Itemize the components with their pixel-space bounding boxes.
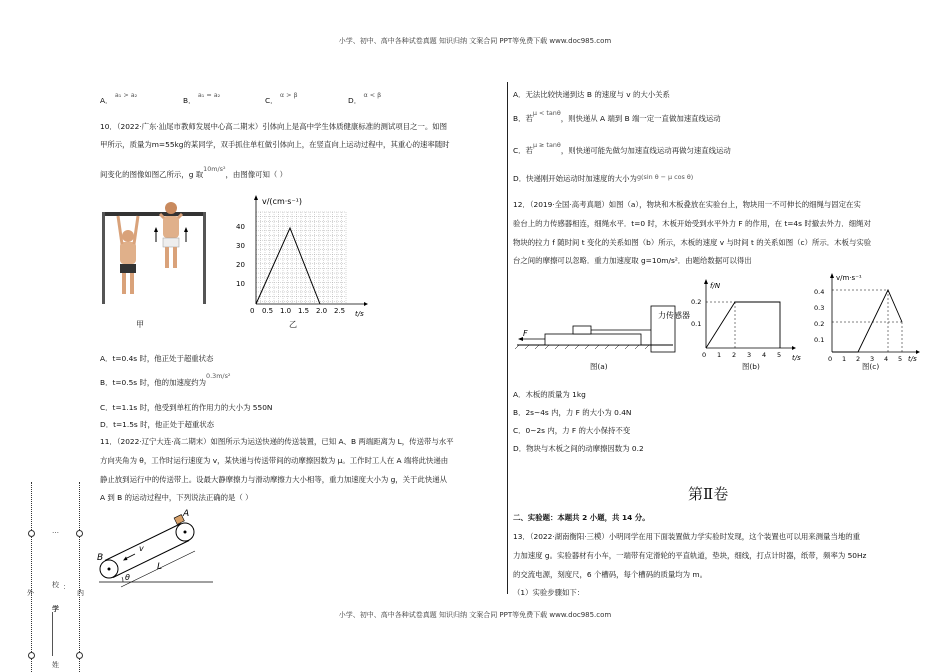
q12-option-d: D．物块与木板之间的动摩擦因数为 0.2: [513, 444, 644, 453]
part2-title: 第Ⅱ卷: [688, 485, 729, 503]
binding-label-outer: 外: [27, 589, 34, 597]
q11-line4: A 到 B 的运动过程中，下列说法正确的是（ ）: [100, 493, 253, 502]
binding-dotted-line-outer: [31, 482, 32, 672]
ft-curve: [706, 302, 780, 348]
q9-formula-b: a₁ = a₂: [197, 91, 221, 99]
caption-a: 图(a): [590, 362, 608, 371]
q11-line1: 11．（2022·辽宁大连·高二期末）如图所示为运送快递的传送装置，已知 A、B 两端距离为 L，传送带与水平: [100, 437, 454, 446]
vtc-ytick: 0.2: [814, 320, 825, 328]
force-sensor-label: 力传感器: [658, 311, 690, 320]
q12-line3: 物块的拉力 f 随时间 t 变化的关系如图（b）所示，木板的速度 v 与时间 t 的关系如图（c）所示．木板与实验: [513, 238, 872, 247]
ft-graph-b: [686, 276, 804, 362]
vtc-ytick: 0.1: [814, 336, 825, 344]
ft-xtick: 2: [732, 351, 737, 359]
q11-optc-formula: μ ≥ tanθ: [532, 141, 561, 149]
q9-option-d: D． α < β: [348, 91, 382, 105]
q11-option-b: B．若μ < tanθ，则快递从 A 端到 B 端一定一直做加速直线运动: [513, 109, 721, 123]
person-pulled-up: [160, 202, 182, 268]
vt-curve: [256, 228, 320, 304]
vtc-xtick: 3: [870, 355, 875, 363]
vtc-ytick: 0.3: [814, 304, 825, 312]
q11-option-c: C．若μ ≥ tanθ，则快递可能先做匀加速直线运动再做匀速直线运动: [513, 141, 731, 155]
q9-formula-d: α < β: [363, 91, 382, 99]
vt-xtick: 2.5: [334, 307, 346, 315]
binding-circle: [28, 530, 35, 537]
q9-formula-c: α > β: [279, 91, 298, 99]
q9-option-b: B． a₁ = a₂: [183, 91, 221, 105]
vt-xtick: 1.0: [280, 307, 292, 315]
binding-circle: [28, 652, 35, 659]
vtc-xlabel: t/s: [908, 355, 917, 363]
vtc-xtick: 2: [856, 355, 861, 363]
q13-line4: （1）实验步骤如下：: [513, 588, 585, 597]
q9-formula-a: a₁ > a₂: [114, 91, 138, 99]
person-hanging: [118, 216, 138, 294]
binding-dotted-line-inner: [79, 482, 80, 672]
pullup-figure: [98, 194, 223, 334]
q11-optb-formula: μ < tanθ: [532, 109, 561, 117]
binding-circle: [76, 652, 83, 659]
q12-line4: 台之间的摩擦可以忽略．重力加速度取 g=10m/s²．由题给数据可以得出: [513, 256, 752, 265]
page-footer: 小学、初中、高中各种试卷真题 知识归纳 文案合同 PPT等免费下载 www.doc985.com: [338, 611, 612, 619]
conveyor-belt-top: [105, 524, 181, 561]
ft-ylabel: f/N: [710, 282, 721, 290]
ft-xlabel: t/s: [792, 354, 801, 362]
label-a: A: [183, 509, 190, 519]
caption-c: 图(c): [862, 362, 880, 371]
q10-line1: 10．（2022·广东·汕尾市教师发展中心高二期末）引体向上是高中学生体质健康标准的测试项目之一。如图: [100, 122, 448, 131]
vtc-xtick: 0: [828, 355, 833, 363]
q10-g-formula: 10m/s²: [203, 165, 226, 173]
q10-option-d: D．t=1.5s 时，他正处于超重状态: [100, 420, 215, 429]
q10-option-b: B．t=0.5s 时，他的加速度约为0.3m/s²: [100, 372, 231, 387]
q10-line2: 甲所示，质量为m=55kg的某同学，双手抓住单杠做引体向上，在竖直向上运动过程中，其重心的速率随时: [100, 140, 450, 149]
block: [573, 326, 591, 334]
vt-ytick: 30: [236, 242, 245, 250]
binding-label-study: 学: [52, 605, 59, 613]
vt-xtick: 0.5: [262, 307, 274, 315]
q12-line2: 验台上的力传感器相连，细绳水平．t=0 时，木板开始受到水平外力 F 的作用，在 t=4s 时撤去外力．细绳对: [513, 219, 871, 228]
binding-ellipsis: …: [52, 527, 59, 535]
page-header: 小学、初中、高中各种试卷真题 知识归纳 文案合同 PPT等免费下载 www.doc985.com: [338, 37, 612, 45]
vtc-curve: [832, 290, 902, 352]
vtc-ytick: 0.4: [814, 288, 825, 296]
ft-xtick: 1: [717, 351, 722, 359]
binding-label-school: 校: [52, 581, 59, 589]
label-jia: 甲: [136, 320, 144, 329]
label-v: v: [139, 544, 144, 553]
q12-option-b: B．2s~4s 内，力 F 的大小为 0.4N: [513, 408, 632, 417]
q9-option-c: C． α > β: [265, 91, 298, 105]
q11-option-a: A．无法比较快递到达 B 的速度与 v 的大小关系: [513, 90, 670, 99]
q10-option-a: A．t=0.4s 时，他正处于超重状态: [100, 354, 214, 363]
vt-xlabel: t/s: [355, 310, 364, 318]
label-b: B: [97, 553, 104, 563]
label-f: F: [523, 329, 528, 338]
caption-b: 图(b): [742, 362, 760, 371]
q10-line3: 间变化的图像如图乙所示，g 取10m/s²，由图像可知（ ）: [100, 165, 288, 179]
vt-graph-c: [808, 270, 926, 362]
column-divider: [507, 82, 508, 594]
q13-line1: 13．（2022·湖南衡阳·三模）小明同学在用下面装置做力学实验时发现，这个装置也可以用来测量当地的重: [513, 532, 861, 541]
vtc-xtick: 5: [898, 355, 903, 363]
vtc-xtick: 4: [884, 355, 889, 363]
q10-option-c: C．t=1.1s 时，他受到单杠的作用力的大小为 550N: [100, 403, 273, 412]
q10-optb-formula: 0.3m/s²: [206, 372, 231, 380]
pullup-post-right: [203, 212, 206, 304]
q12-option-c: C．0~2s 内，力 F 的大小保持不变: [513, 426, 631, 435]
vt-ylabel: v/(cm·s⁻¹): [262, 197, 303, 206]
label-l: L: [157, 562, 163, 572]
vt-ytick: 10: [236, 280, 245, 288]
vt-xtick: 2.0: [316, 307, 328, 315]
q12-line1: 12．（2019·全国·高考真题）如图（a），物块和木板叠放在实验台上，物块用一不可伸长的细绳与固定在实: [513, 200, 861, 209]
vt-ytick: 20: [236, 261, 245, 269]
label-yi: 乙: [289, 320, 297, 329]
q11-line3: 静止放到运行中的传送带上。设最大静摩擦力与滑动摩擦力大小相等，重力加速度大小为 g，关于此快递从: [100, 475, 448, 484]
vt-xtick: 1.5: [298, 307, 310, 315]
conveyor-figure: [97, 507, 222, 589]
q9-option-a: A． a₁ > a₂: [100, 91, 138, 105]
ft-xtick: 4: [762, 351, 767, 359]
vt-ytick: 40: [236, 223, 245, 231]
table-hatch: [515, 345, 649, 349]
label-theta: θ: [125, 573, 130, 582]
pullup-bar: [102, 212, 206, 216]
pullup-post-left: [102, 212, 105, 304]
q12-option-a: A．木板的质量为 1kg: [513, 390, 586, 399]
q11-option-d: D．快递刚开始运动时加速度的大小为g(sin θ − μ cos θ): [513, 173, 694, 183]
vtc-xtick: 1: [842, 355, 847, 363]
binding-colon: ：: [63, 583, 70, 591]
wooden-board: [545, 334, 641, 345]
binding-label-inner: 内: [77, 589, 84, 597]
ft-xtick: 3: [747, 351, 752, 359]
ft-xtick: 5: [777, 351, 782, 359]
vt-graph: [228, 192, 368, 332]
vtc-ylabel: v/m·s⁻¹: [836, 274, 862, 282]
section2-heading: 二、实验题：本题共 2 小题，共 14 分。: [513, 513, 650, 522]
binding-label-name: 姓: [52, 661, 59, 669]
ft-xtick: 0: [702, 351, 707, 359]
ft-ytick: 0.2: [691, 298, 702, 306]
q13-line2: 力加速度 g。实验器材有小车，一端带有定滑轮的平直轨道，垫块，细线，打点计时器，纸带，频率为 50Hz: [513, 551, 867, 560]
q13-line3: 的交流电源，刻度尺，6 个槽码，每个槽码的质量均为 m。: [513, 570, 707, 579]
binding-circle: [76, 530, 83, 537]
ft-ytick: 0.1: [691, 320, 702, 328]
vt-xtick: 0: [250, 307, 255, 315]
q11-line2: 方向夹角为 θ，工作时运行速度为 v，某快递与传送带间的动摩擦因数为 μ。工作时工人在 A 端将此快递由: [100, 456, 449, 465]
q11-optd-formula: g(sin θ − μ cos θ): [636, 173, 694, 181]
